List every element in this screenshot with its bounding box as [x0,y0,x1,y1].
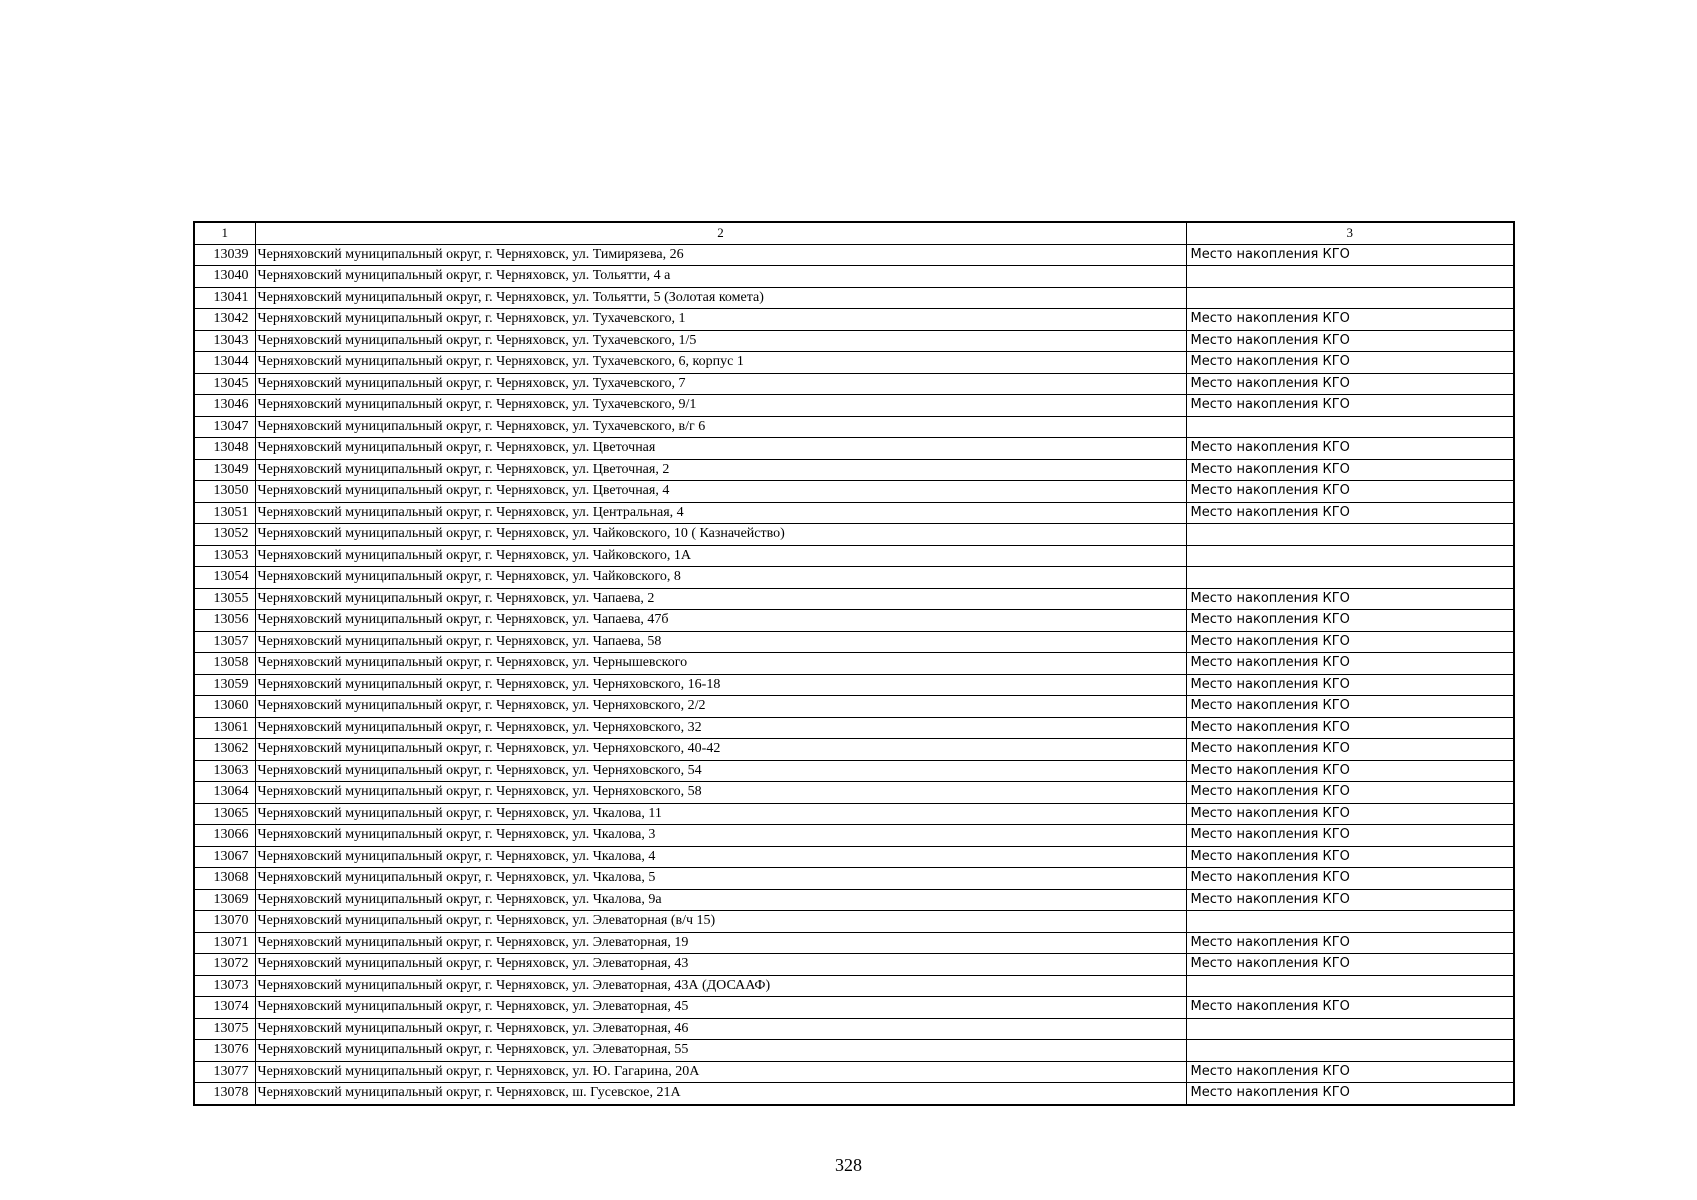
note-cell: Место накопления КГО [1186,803,1514,825]
note-cell: Место накопления КГО [1186,502,1514,524]
row-id-cell: 13050 [194,481,255,503]
table-row [194,373,1514,395]
note-cell: Место накопления КГО [1186,954,1514,976]
row-id-cell: 13072 [194,954,255,976]
address-cell: Черняховский муниципальный округ, г. Черняховск, ул. Элеваторная, 19 [255,932,1186,954]
note-cell: Место накопления КГО [1186,997,1514,1019]
table-row [194,846,1514,868]
note-cell [1186,567,1514,589]
note-cell: Место накопления КГО [1186,438,1514,460]
address-cell: Черняховский муниципальный округ, г. Черняховск, ул. Чапаева, 47б [255,610,1186,632]
table-row [194,545,1514,567]
address-cell: Черняховский муниципальный округ, г. Черняховск, ул. Чкалова, 3 [255,825,1186,847]
address-cell: Черняховский муниципальный округ, г. Черняховск, ул. Черняховского, 2/2 [255,696,1186,718]
note-cell: Место накопления КГО [1186,1083,1514,1105]
address-cell: Черняховский муниципальный округ, г. Черняховск, ул. Элеваторная, 43 [255,954,1186,976]
row-id-cell: 13049 [194,459,255,481]
table-row [194,911,1514,933]
row-id-cell: 13045 [194,373,255,395]
note-cell [1186,975,1514,997]
row-id-cell: 13057 [194,631,255,653]
address-cell: Черняховский муниципальный округ, г. Черняховск, ул. Цветочная [255,438,1186,460]
table-row [194,825,1514,847]
address-cell: Черняховский муниципальный округ, г. Черняховск, ул. Чкалова, 5 [255,868,1186,890]
note-cell: Место накопления КГО [1186,868,1514,890]
table-row [194,395,1514,417]
note-cell: Место накопления КГО [1186,352,1514,374]
note-cell: Место накопления КГО [1186,373,1514,395]
address-cell: Черняховский муниципальный округ, г. Черняховск, ул. Чернышевского [255,653,1186,675]
address-cell: Черняховский муниципальный округ, г. Черняховск, ул. Тухачевского, 9/1 [255,395,1186,417]
row-id-cell: 13041 [194,287,255,309]
note-cell [1186,1040,1514,1062]
table-row [194,631,1514,653]
row-id-cell: 13042 [194,309,255,331]
row-id-cell: 13070 [194,911,255,933]
row-id-cell: 13055 [194,588,255,610]
row-id-cell: 13053 [194,545,255,567]
address-cell: Черняховский муниципальный округ, г. Черняховск, ул. Ю. Гагарина, 20А [255,1061,1186,1083]
note-cell: Место накопления КГО [1186,481,1514,503]
row-id-cell: 13074 [194,997,255,1019]
address-cell: Черняховский муниципальный округ, г. Черняховск, ул. Чайковского, 8 [255,567,1186,589]
table-row [194,717,1514,739]
note-cell: Место накопления КГО [1186,696,1514,718]
note-cell: Место накопления КГО [1186,1061,1514,1083]
row-id-cell: 13078 [194,1083,255,1105]
row-id-cell: 13054 [194,567,255,589]
address-cell: Черняховский муниципальный округ, г. Черняховск, ул. Чайковского, 10 ( Казначейство) [255,524,1186,546]
address-cell: Черняховский муниципальный округ, г. Черняховск, ул. Черняховского, 40-42 [255,739,1186,761]
row-id-cell: 13061 [194,717,255,739]
row-id-cell: 13069 [194,889,255,911]
address-cell: Черняховский муниципальный округ, г. Черняховск, ул. Чкалова, 4 [255,846,1186,868]
table-row [194,782,1514,804]
table-row [194,975,1514,997]
note-cell [1186,524,1514,546]
row-id-cell: 13065 [194,803,255,825]
row-id-cell: 13039 [194,244,255,266]
table-row [194,244,1514,266]
column-number-3: 3 [1186,222,1514,244]
registry-table [193,221,1515,1106]
note-cell: Место накопления КГО [1186,717,1514,739]
note-cell: Место накопления КГО [1186,631,1514,653]
table-row [194,330,1514,352]
page-number: 328 [835,1155,862,1175]
address-cell: Черняховский муниципальный округ, г. Черняховск, ул. Чапаева, 2 [255,588,1186,610]
note-cell [1186,545,1514,567]
row-id-cell: 13051 [194,502,255,524]
table-row [194,352,1514,374]
row-id-cell: 13047 [194,416,255,438]
address-cell: Черняховский муниципальный округ, г. Черняховск, ул. Элеваторная, 55 [255,1040,1186,1062]
row-id-cell: 13046 [194,395,255,417]
address-cell: Черняховский муниципальный округ, г. Черняховск, ул. Элеваторная, 43А (ДОСААФ) [255,975,1186,997]
row-id-cell: 13076 [194,1040,255,1062]
address-cell: Черняховский муниципальный округ, г. Черняховск, ул. Тольятти, 4 а [255,266,1186,288]
address-cell: Черняховский муниципальный округ, г. Черняховск, ул. Черняховского, 16-18 [255,674,1186,696]
note-cell: Место накопления КГО [1186,395,1514,417]
table-row [194,803,1514,825]
row-id-cell: 13077 [194,1061,255,1083]
address-cell: Черняховский муниципальный округ, г. Черняховск, ул. Цветочная, 2 [255,459,1186,481]
table-row [194,459,1514,481]
row-id-cell: 13040 [194,266,255,288]
table-row [194,1061,1514,1083]
row-id-cell: 13052 [194,524,255,546]
note-cell [1186,1018,1514,1040]
address-cell: Черняховский муниципальный округ, г. Черняховск, ул. Чкалова, 11 [255,803,1186,825]
note-cell: Место накопления КГО [1186,309,1514,331]
table-row [194,696,1514,718]
column-number-1: 1 [194,222,255,244]
row-id-cell: 13067 [194,846,255,868]
table-row [194,287,1514,309]
column-number-row [194,222,1514,244]
row-id-cell: 13075 [194,1018,255,1040]
row-id-cell: 13066 [194,825,255,847]
address-cell: Черняховский муниципальный округ, г. Черняховск, ул. Центральная, 4 [255,502,1186,524]
table-row [194,932,1514,954]
table-row [194,653,1514,675]
address-cell: Черняховский муниципальный округ, г. Черняховск, ул. Чапаева, 58 [255,631,1186,653]
table-row [194,588,1514,610]
address-cell: Черняховский муниципальный округ, г. Черняховск, ул. Черняховского, 32 [255,717,1186,739]
table-row [194,868,1514,890]
table-row [194,266,1514,288]
table-row [194,524,1514,546]
note-cell: Место накопления КГО [1186,889,1514,911]
row-id-cell: 13068 [194,868,255,890]
note-cell: Место накопления КГО [1186,330,1514,352]
row-id-cell: 13062 [194,739,255,761]
row-id-cell: 13064 [194,782,255,804]
table-row [194,1018,1514,1040]
address-cell: Черняховский муниципальный округ, г. Черняховск, ул. Черняховского, 54 [255,760,1186,782]
row-id-cell: 13063 [194,760,255,782]
row-id-cell: 13048 [194,438,255,460]
table-row [194,416,1514,438]
row-id-cell: 13058 [194,653,255,675]
row-id-cell: 13044 [194,352,255,374]
address-cell: Черняховский муниципальный округ, г. Черняховск, ул. Элеваторная (в/ч 15) [255,911,1186,933]
note-cell [1186,416,1514,438]
row-id-cell: 13060 [194,696,255,718]
address-cell: Черняховский муниципальный округ, г. Черняховск, ш. Гусевское, 21А [255,1083,1186,1105]
table-row [194,309,1514,331]
row-id-cell: 13071 [194,932,255,954]
table-row [194,889,1514,911]
address-cell: Черняховский муниципальный округ, г. Черняховск, ул. Черняховского, 58 [255,782,1186,804]
address-cell: Черняховский муниципальный округ, г. Черняховск, ул. Тухачевского, 7 [255,373,1186,395]
address-cell: Черняховский муниципальный округ, г. Черняховск, ул. Тимирязева, 26 [255,244,1186,266]
address-cell: Черняховский муниципальный округ, г. Черняховск, ул. Чкалова, 9а [255,889,1186,911]
row-id-cell: 13043 [194,330,255,352]
table-row [194,760,1514,782]
column-number-2: 2 [255,222,1186,244]
table-row [194,674,1514,696]
address-cell: Черняховский муниципальный округ, г. Черняховск, ул. Тухачевского, в/г 6 [255,416,1186,438]
table-row [194,739,1514,761]
table-row [194,610,1514,632]
row-id-cell: 13073 [194,975,255,997]
note-cell: Место накопления КГО [1186,846,1514,868]
note-cell: Место накопления КГО [1186,244,1514,266]
note-cell [1186,911,1514,933]
note-cell: Место накопления КГО [1186,782,1514,804]
note-cell: Место накопления КГО [1186,674,1514,696]
row-id-cell: 13059 [194,674,255,696]
note-cell: Место накопления КГО [1186,459,1514,481]
note-cell: Место накопления КГО [1186,653,1514,675]
address-cell: Черняховский муниципальный округ, г. Черняховск, ул. Чайковского, 1А [255,545,1186,567]
note-cell: Место накопления КГО [1186,932,1514,954]
note-cell: Место накопления КГО [1186,588,1514,610]
note-cell: Место накопления КГО [1186,739,1514,761]
address-cell: Черняховский муниципальный округ, г. Черняховск, ул. Элеваторная, 46 [255,1018,1186,1040]
row-id-cell: 13056 [194,610,255,632]
address-cell: Черняховский муниципальный округ, г. Черняховск, ул. Тухачевского, 1 [255,309,1186,331]
note-cell [1186,266,1514,288]
address-cell: Черняховский муниципальный округ, г. Черняховск, ул. Тухачевского, 6, корпус 1 [255,352,1186,374]
table-row [194,567,1514,589]
address-cell: Черняховский муниципальный округ, г. Черняховск, ул. Элеваторная, 45 [255,997,1186,1019]
address-cell: Черняховский муниципальный округ, г. Черняховск, ул. Тольятти, 5 (Золотая комета) [255,287,1186,309]
note-cell: Место накопления КГО [1186,610,1514,632]
address-cell: Черняховский муниципальный округ, г. Черняховск, ул. Цветочная, 4 [255,481,1186,503]
table-row [194,481,1514,503]
address-cell: Черняховский муниципальный округ, г. Черняховск, ул. Тухачевского, 1/5 [255,330,1186,352]
registry-table-body [194,222,1514,1105]
note-cell: Место накопления КГО [1186,760,1514,782]
table-row [194,1040,1514,1062]
table-row [194,502,1514,524]
table-row [194,954,1514,976]
table-row [194,1083,1514,1105]
note-cell: Место накопления КГО [1186,825,1514,847]
table-row [194,997,1514,1019]
table-row [194,438,1514,460]
note-cell [1186,287,1514,309]
